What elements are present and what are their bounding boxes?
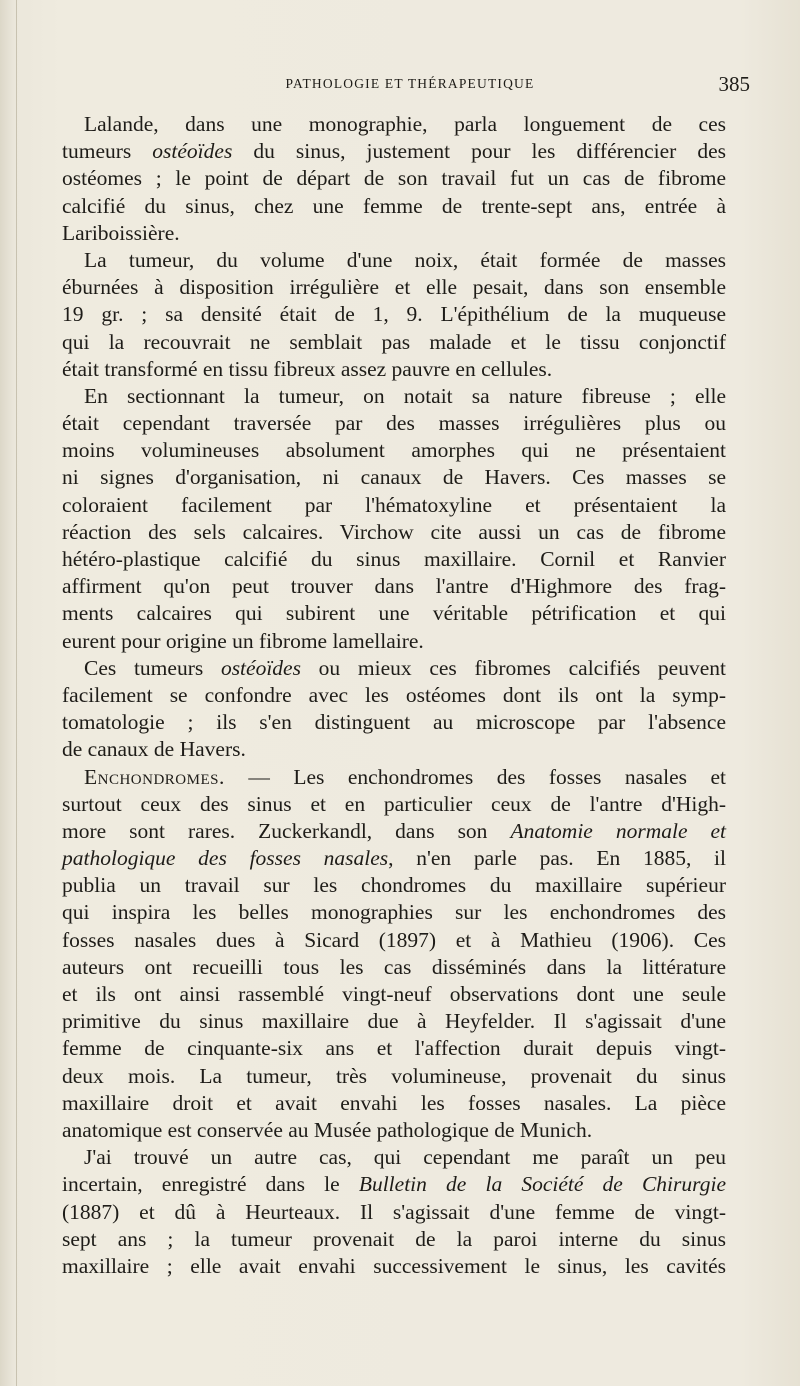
text-line: maxillaire ; elle avait envahi successivement le sinus, les cavités [62,1253,726,1278]
section-heading: Enchondromes. [84,764,225,789]
text-line: hétéro-plastique calcifié du sinus maxillaire. Cornil et Ranvier [62,547,726,571]
book-title: Anatomie normale et [510,818,727,843]
text-line: eurent pour origine un fibrome lamellaire. [62,628,424,653]
text-line: ostéomes ; le point de départ de son travail fut un cas de fibrome [62,166,726,191]
text-line: ni signes d'organisation, ni canaux de Havers. Ces masses se [62,465,726,490]
text-line: Ces tumeurs ostéoïdes ou mieux ces fibromes calcifiés peuvent [84,655,726,680]
text-line: moins volumineuses absolument amorphes qui ne présentaient [62,438,726,463]
text-line: de canaux de Havers. [62,737,246,762]
text-line: (1887) et dû à Heurteaux. Il s'agissait d'une femme de vingt- [62,1199,726,1224]
text-line: et ils ont ainsi rassemblé vingt-neuf observations dont une seule [62,982,726,1006]
book-title: pathologique des fosses nasales [62,846,389,871]
emphasis: ostéoïdes [220,655,301,680]
text-line: affirment qu'on peut trouver dans l'antre d'Highmore des frag- [62,574,726,599]
text-line: deux mois. La tumeur, très volumineuse, provenait du sinus [62,1063,726,1088]
journal-title: Bulletin de la Société de Chirurgie [358,1172,726,1197]
text-line: En sectionnant la tumeur, on notait sa nature fibreuse ; elle [84,383,726,408]
text-line: calcifié du sinus, chez une femme de trente-sept ans, entrée à [62,193,726,218]
text-line: Enchondromes. — Les enchondromes des fosses nasales et [84,764,726,789]
text-line: publia un travail sur les chondromes du maxillaire supérieur [62,873,726,898]
text-line: ments calcaires qui subirent une véritable pétrification et qui [62,601,726,626]
text-line: réaction des sels calcaires. Virchow cite aussi un cas de fibrome [62,519,726,544]
text-line: facilement se confondre avec les ostéomes dont ils ont la symp- [62,682,726,707]
text-line: surtout ceux des sinus et en particulier ceux de l'antre d'High- [62,791,726,816]
text-line: était cependant traversée par des masses irrégulières plus ou [62,411,726,436]
text-line: 19 gr. ; sa densité était de 1, 9. L'épithélium de la muqueuse [62,302,726,327]
text-line: qui inspira les belles monographies sur les enchondromes des [62,900,726,925]
text-line: anatomique est conservée au Musée pathologique de Munich. [62,1117,593,1142]
text-line: éburnées à disposition irrégulière et elle pesait, dans son ensemble [62,275,726,300]
text-line: qui la recouvrait ne semblait pas malade et le tissu conjonctif [62,329,726,354]
text-line: incertain, enregistré dans le Bulletin de la Société de Chirurgie [62,1172,726,1197]
text-line: fosses nasales dues à Sicard (1897) et à Mathieu (1906). Ces [62,927,726,952]
body-text [62,111,726,1280]
page-binding-edge [16,0,17,1386]
text-line: Lariboissière. [62,220,180,245]
text-line: tomatologie ; ils s'en distinguent au microscope par l'absence [62,710,726,735]
text-line: auteurs ont recueilli tous les cas disséminés dans la littérature [62,954,726,979]
text-line: primitive du sinus maxillaire due à Heyfelder. Il s'agissait d'une [62,1009,726,1034]
emphasis: ostéoïdes [152,139,233,164]
running-title: PATHOLOGIE ET THÉRAPEUTIQUE [285,76,535,91]
text-line: pathologique des fosses nasales, n'en parle pas. En 1885, il [62,846,726,871]
text-line: maxillaire droit et avait envahi les fosses nasales. La pièce [62,1090,726,1115]
page-header [60,72,760,102]
text-line: femme de cinquante-six ans et l'affection durait depuis vingt- [62,1036,726,1061]
text-line: J'ai trouvé un autre cas, qui cependant me paraît un peu [84,1145,726,1170]
text-line: sept ans ; la tumeur provenait de la paroi interne du sinus [62,1226,726,1251]
text-line: Lalande, dans une monographie, parla longuement de ces [84,112,726,136]
text-line: tumeurs ostéoïdes du sinus, justement pour les différencier des [62,139,726,164]
text-line: était transformé en tissu fibreux assez pauvre en cellules. [62,356,553,381]
text-line: more sont rares. Zuckerkandl, dans son Anatomie normale et [62,818,727,843]
text-line: coloraient facilement par l'hématoxyline et présentaient la [62,492,726,517]
text-line: La tumeur, du volume d'une noix, était formée de masses [84,247,726,272]
page-number: 385 [718,72,750,96]
